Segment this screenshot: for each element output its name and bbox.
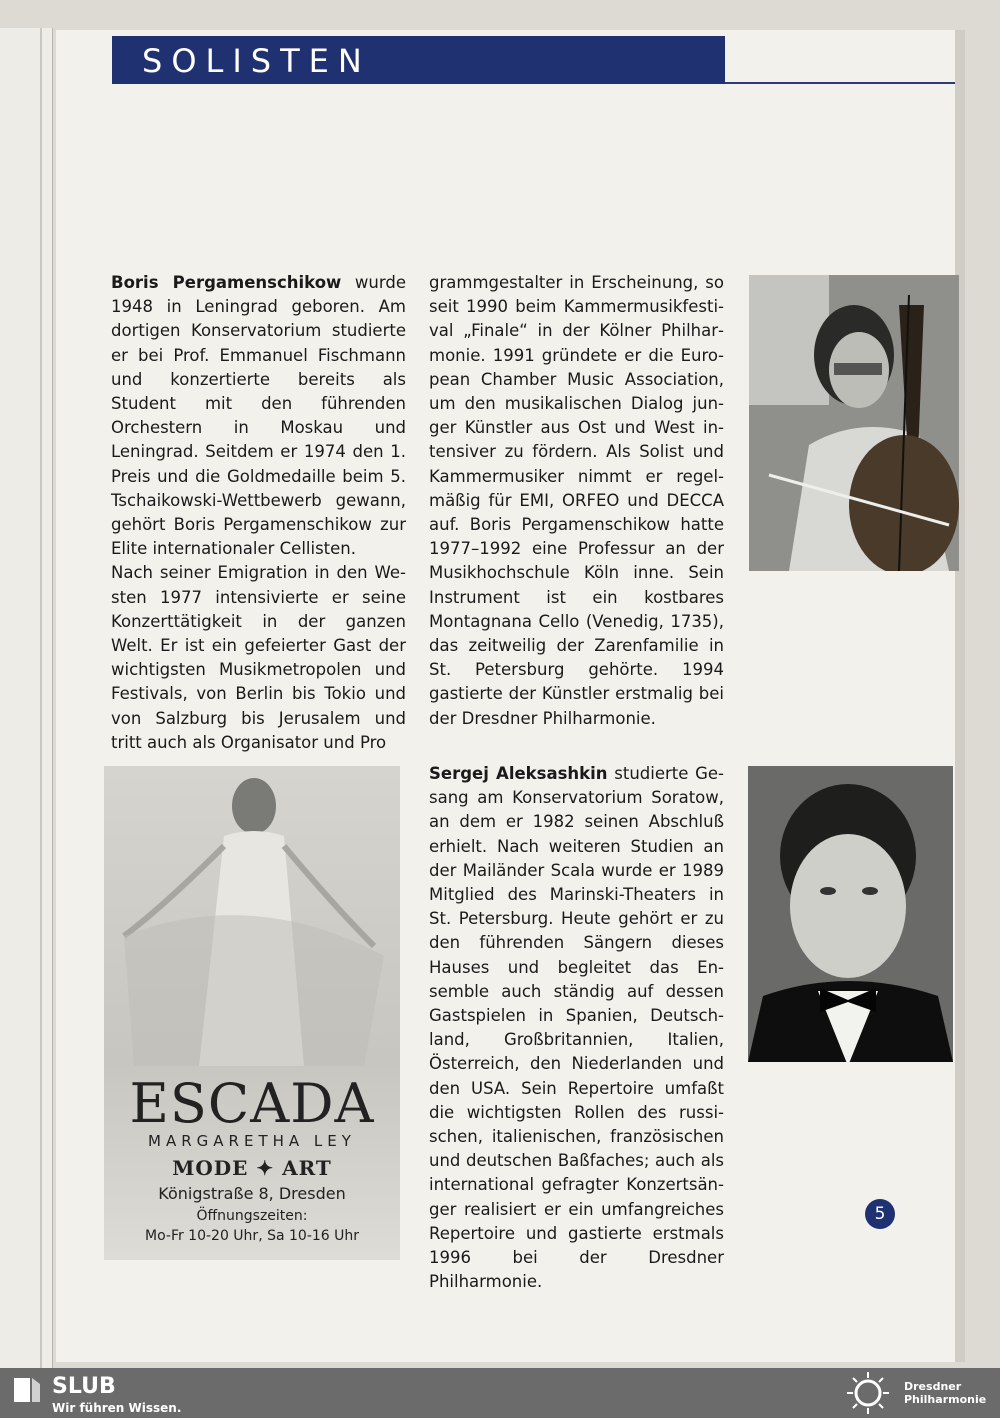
- slub-tagline: Wir führen Wissen.: [52, 1401, 182, 1415]
- philharmonie-name: [904, 1380, 986, 1406]
- model-illustration: [104, 766, 400, 1066]
- ad-hours: Mo-Fr 10-20 Uhr, Sa 10-16 Uhr: [144, 1228, 360, 1244]
- ad-hours-label: Öffnungszeiten:: [196, 1208, 308, 1224]
- ad-address: Königstraße 8, Dresden: [158, 1184, 346, 1203]
- escada-advertisement: [104, 766, 400, 1260]
- article2-text: studierte Gesang am Konservatorium Soratow, an dem er 1982 seinen Abschluß erhielt. Nach weiteren Studien an der Mailänder Scala wurde er 1989 Mitglied des Marinski-Theaters in St. Petersburg. Heute gehört er zu den führenden Sängern dieses Hauses und begleitet das Ensemble auch ständig auf dessen Gastspielen in Spanien, Deutschland, Großbritannien, Italien, Österreich, den Niederlanden und den USA. Sein Repertoire umfaßt die wichtigsten Rollen des russischen, italienischen, französischen und deutschen Baßfaches; auch als international gefragter Konzertsänger realisiert er ein umfangreiches Repertoire und gastierte erstmals 1996 bei der Dresdner Philharmonie.: [429, 764, 724, 1292]
- cellist-illustration: [749, 275, 959, 571]
- page-number: 5: [865, 1199, 895, 1229]
- ad-subbrand: MARGARETHA LEY: [148, 1132, 356, 1150]
- footer-bar: [0, 1368, 1000, 1418]
- singer-illustration: [748, 766, 953, 1062]
- escada-logo: ESCADA: [129, 1072, 375, 1135]
- philharmonie-line-1: Dresdner: [904, 1380, 962, 1393]
- soloist-name-2: Sergej Aleksashkin: [429, 764, 608, 783]
- article-column-3: [429, 762, 724, 1294]
- article1-text-b: Nach seiner Emigration in den Westen 1977 intensivierte er seine Konzerttätigkeit in der ganzen Welt. Er ist ein gefeierter Gast der wichtigsten Musikmetropolen und Festivals, von Berlin bis Tokio und von Salzburg bis Jerusalem und tritt auch als Organisator und Pro: [111, 563, 406, 752]
- article1-text-continued: grammgestalter in Erscheinung, so seit 1990 beim Kammermusikfestival „Finale“ in der Kölner Philharmonie. 1991 gründete er die European Chamber Music Association, um den musikalischen Dialog junger Künstler aus Ost und West intensiver zu fördern. Als Solist und Kammermusiker nimmt er regelmäßig für EMI, ORFEO und DECCA auf. Boris Pergamenschikow hatte 1977–1992 eine Professur an der Musikhochschule Köln inne. Sein Instrument ist ein kostbares Montagnana Cello (Venedig, 1735), das zeitweilig der Zarenfamilie in St. Petersburg gehörte. 1994 gastierte der Künstler erstmalig bei der Dresdner Philharmonie.: [429, 273, 724, 728]
- cellist-photo: [749, 275, 959, 571]
- ad-store-name: MODE ✦ ART: [172, 1156, 332, 1180]
- philharmonie-line-2: Philharmonie: [904, 1393, 987, 1406]
- section-title: SOLISTEN: [142, 42, 371, 80]
- article-column-2: [429, 271, 724, 731]
- philharmonie-logo-icon: [842, 1370, 894, 1416]
- soloist-name-1: Boris Pergamenschikow: [111, 273, 342, 292]
- section-header: [112, 36, 725, 84]
- slub-logo-icon: [12, 1376, 42, 1406]
- article-column-1: [111, 271, 406, 755]
- left-page-edge: [0, 28, 53, 1368]
- article1-text-a: wurde 1948 in Leningrad geboren. Am dortigen Konservatorium studierte er bei Prof. Emmanuel Fischmann und konzertierte bereits als Student mit den führenden Orchestern in Moskau und Leningrad. Seitdem er 1974 den 1. Preis und die Goldmedaille beim 5. Tschaikowski-Wettbewerb gewann, gehört Boris Pergamenschikow zur Elite internationaler Cellisten.: [111, 273, 406, 559]
- header-rule: [725, 82, 955, 84]
- slub-name: SLUB: [52, 1374, 116, 1399]
- page-shadow: [955, 30, 965, 1362]
- singer-photo: [748, 766, 953, 1062]
